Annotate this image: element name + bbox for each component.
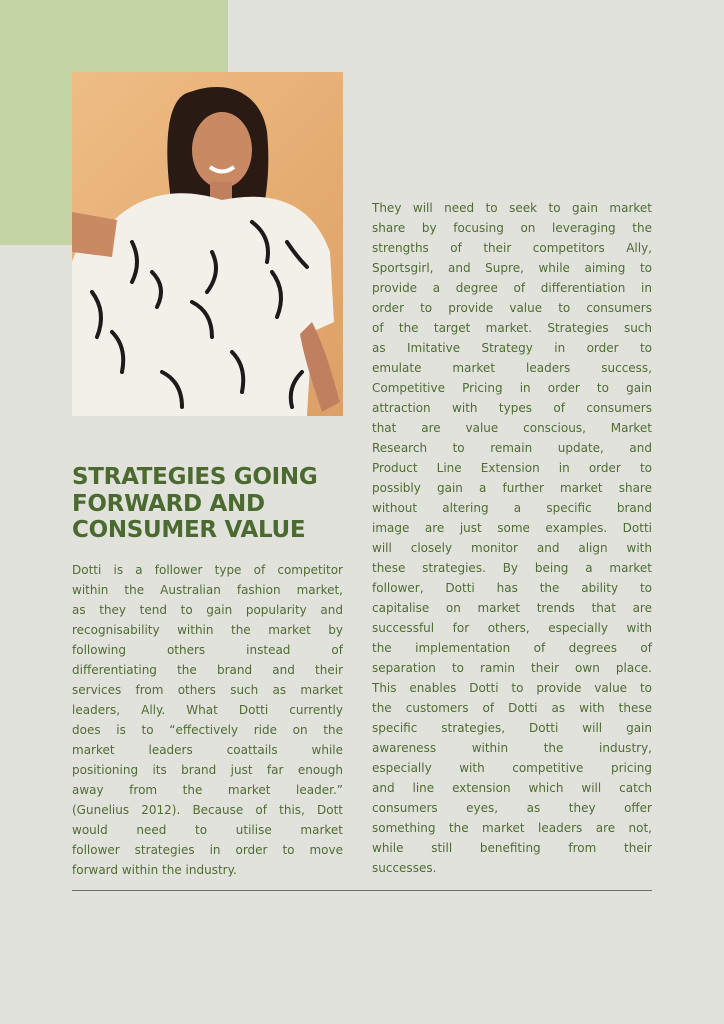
text-line: specific strategies, Dotti will gain (372, 721, 652, 735)
text-line: recognisability within the market by (72, 623, 343, 637)
text-line: following others instead of (72, 643, 343, 657)
text-line: attraction with types of consumers (372, 401, 652, 415)
text-line: Dotti is a follower type of competitor (72, 563, 343, 577)
text-line: while still benefiting from their (372, 841, 652, 855)
text-line: Product Line Extension in order to (372, 461, 652, 475)
text-line: Sportsgirl, and Supre, while aiming to (372, 261, 652, 275)
text-line: consumers eyes, as they offer (372, 801, 652, 815)
text-line: and line extension which will catch (372, 781, 652, 795)
text-line: leaders, Ally. What Dotti currently (72, 703, 343, 717)
section-heading (72, 464, 352, 544)
model-photo (72, 72, 343, 416)
text-line: the customers of Dotti as with these (372, 701, 652, 715)
text-line: would need to utilise market (72, 823, 343, 837)
text-line: away from the market leader.” (72, 783, 343, 797)
text-line: successes. (372, 861, 437, 875)
divider-line (72, 890, 652, 891)
text-line: capitalise on market trends that are (372, 601, 652, 615)
heading-line: CONSUMER VALUE (72, 517, 306, 543)
text-line: services from others such as market (72, 683, 343, 697)
text-line: image are just some examples. Dotti (372, 521, 652, 535)
text-line: will closely monitor and align with (372, 541, 652, 555)
text-line: possibly gain a further market share (372, 481, 652, 495)
text-line: This enables Dotti to provide value to (372, 681, 652, 695)
text-line: market leaders coattails while (72, 743, 343, 757)
heading-line: FORWARD AND (72, 490, 265, 517)
text-line: does is to “effectively ride on the (72, 723, 343, 737)
text-line: within the Australian fashion market, (72, 583, 343, 597)
text-line: as they tend to gain popularity and (72, 603, 343, 617)
text-line: follower strategies in order to move (72, 843, 343, 857)
text-line: separation to ramin their own place. (372, 661, 652, 675)
text-line: successful for others, especially with (372, 621, 652, 635)
text-line: order to provide value to consumers (372, 301, 652, 315)
text-line: Competitive Pricing in order to gain (372, 381, 652, 395)
text-line: especially with competitive pricing (372, 761, 652, 775)
text-line: follower, Dotti has the ability to (372, 581, 652, 595)
left-body-text (72, 560, 343, 880)
text-line: provide a degree of differentiation in (372, 281, 652, 295)
text-line: forward within the industry. (72, 863, 237, 877)
text-line: Research to remain update, and (372, 441, 652, 455)
text-line: without altering a specific brand (372, 501, 652, 515)
heading-line: STRATEGIES GOING (72, 464, 318, 490)
text-line: strengths of their competitors Ally, (372, 241, 652, 255)
text-line: They will need to seek to gain market (372, 201, 652, 215)
text-line: differentiating the brand and their (72, 663, 343, 677)
text-line: positioning its brand just far enough (72, 763, 343, 777)
text-line: the implementation of degrees of (372, 641, 652, 655)
text-line: something the market leaders are not, (372, 821, 652, 835)
text-line: that are value conscious, Market (372, 421, 652, 435)
right-body-text (372, 198, 652, 878)
text-line: of the target market. Strategies such (372, 321, 652, 335)
text-line: awareness within the industry, (372, 741, 652, 755)
text-line: emulate market leaders success, (372, 361, 652, 375)
text-line: share by focusing on leveraging the (372, 221, 652, 235)
text-line: (Gunelius 2012). Because of this, Dott (72, 803, 343, 817)
text-line: as Imitative Strategy in order to (372, 341, 652, 355)
text-line: these strategies. By being a market (372, 561, 652, 575)
